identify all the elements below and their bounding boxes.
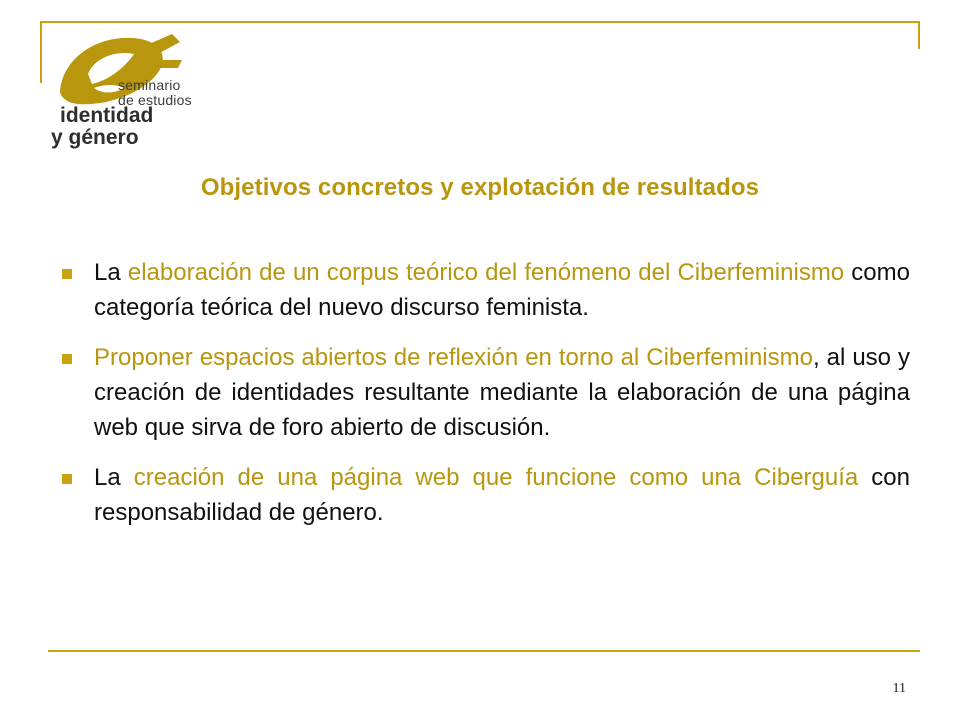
bullet-text: , al uso y creación de identidades resultante mediante la elaboración de una página web que sirva de foro abierto de discusión. bbox=[94, 344, 911, 441]
left-rule bbox=[40, 21, 42, 83]
square-bullet-icon bbox=[62, 354, 72, 364]
bullet-item bbox=[60, 255, 910, 325]
bottom-rule bbox=[48, 650, 920, 652]
page-number: 11 bbox=[892, 681, 906, 696]
highlighted-text: creación de una página web que funcione como una Ciberguía bbox=[133, 464, 859, 491]
logo bbox=[44, 28, 214, 152]
highlighted-text: Proponer espacios abiertos de reflexión en torno al Ciberfeminismo bbox=[94, 344, 813, 371]
highlighted-text: elaboración de un corpus teórico del fenómeno del Ciberfeminismo bbox=[127, 259, 845, 286]
logo-text-y-genero: y género bbox=[51, 126, 139, 149]
bullet-text: La bbox=[94, 259, 128, 286]
right-rule bbox=[918, 21, 920, 49]
top-rule bbox=[40, 21, 920, 23]
slide-title: Objetivos concretos y explotación de resultados bbox=[200, 174, 760, 201]
bullet-text: como categoría teórica del nuevo discurso feminista. bbox=[94, 259, 910, 321]
square-bullet-icon bbox=[62, 269, 72, 279]
bullet-text: La bbox=[94, 464, 134, 491]
logo-text-seminario: seminario bbox=[118, 77, 181, 93]
logo-text-identidad: identidad bbox=[60, 104, 154, 127]
square-bullet-icon bbox=[62, 474, 72, 484]
bullet-item bbox=[60, 340, 910, 445]
bullet-list bbox=[60, 255, 910, 545]
logo-text-de-estudios: de estudios bbox=[118, 92, 192, 108]
bullet-text: con responsabilidad de género. bbox=[94, 464, 910, 526]
bullet-item bbox=[60, 460, 910, 530]
